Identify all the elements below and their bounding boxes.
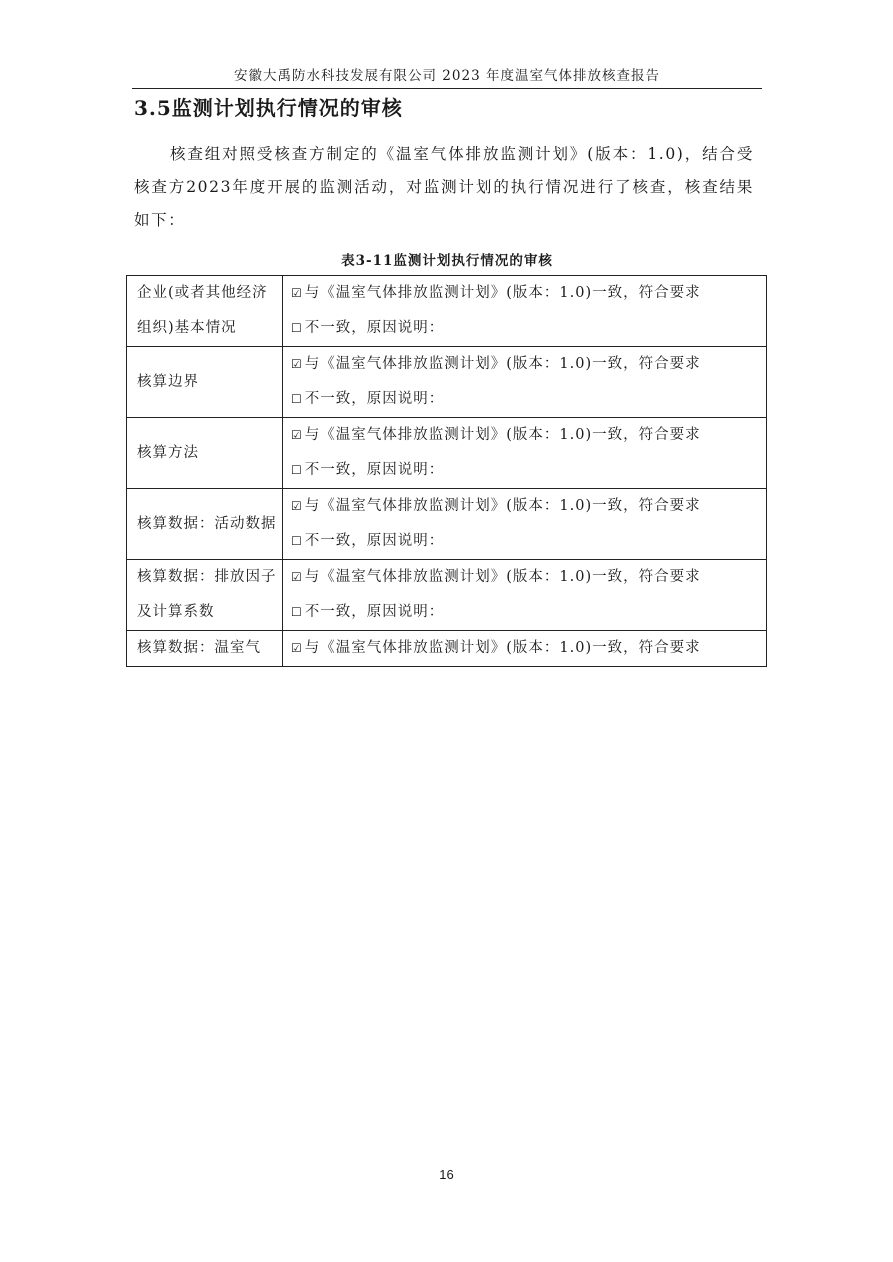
consistent-option: [291, 489, 758, 524]
consistent-option: [291, 418, 758, 453]
review-item-cell: 核算数据：温室气: [127, 631, 283, 667]
checked-box-icon: ☑: [291, 570, 303, 584]
consistent-text: 与《温室气体排放监测计划》(版本：1.0)一致，符合要求: [304, 427, 701, 443]
checked-box-icon: ☑: [291, 499, 303, 513]
checked-box-icon: ☑: [291, 357, 303, 371]
review-item-cell: 核算数据：活动数据: [127, 489, 283, 560]
checked-box-icon: ☑: [291, 286, 303, 300]
empty-box-icon: ☐: [291, 534, 303, 548]
table-row: [127, 489, 767, 560]
empty-box-icon: ☐: [291, 392, 303, 406]
inconsistent-option: [291, 453, 758, 488]
review-item-cell: 核算方法: [127, 418, 283, 489]
inconsistent-text: 不一致，原因说明：: [304, 391, 445, 407]
checked-box-icon: ☑: [291, 641, 303, 655]
empty-box-icon: ☐: [291, 605, 303, 619]
table-row: [127, 631, 767, 667]
consistent-text: 与《温室气体排放监测计划》(版本：1.0)一致，符合要求: [304, 285, 701, 301]
review-item-cell: 核算数据：排放因子及计算系数: [127, 560, 283, 631]
inconsistent-text: 不一致，原因说明：: [304, 320, 445, 336]
consistent-text: 与《温室气体排放监测计划》(版本：1.0)一致，符合要求: [304, 640, 701, 656]
consistent-text: 与《温室气体排放监测计划》(版本：1.0)一致，符合要求: [304, 498, 701, 514]
inconsistent-text: 不一致，原因说明：: [304, 462, 445, 478]
review-table: [126, 275, 767, 667]
body-paragraph: 核查组对照受核查方制定的《温室气体排放监测计划》(版本：1.0)，结合受核查方2023年度开展的监测活动，对监测计划的执行情况进行了核查，核查结果如下：: [134, 145, 754, 229]
table-row: [127, 276, 767, 347]
consistent-text: 与《温室气体排放监测计划》(版本：1.0)一致，符合要求: [304, 356, 701, 372]
empty-box-icon: ☐: [291, 463, 303, 477]
table-caption: 表3-11监测计划执行情况的审核: [341, 253, 553, 269]
page-number: 16: [439, 1167, 454, 1182]
review-result-cell: [283, 276, 767, 347]
inconsistent-option: [291, 595, 758, 630]
review-result-cell: [283, 631, 767, 667]
inconsistent-text: 不一致，原因说明：: [304, 604, 445, 620]
consistent-option: [291, 347, 758, 382]
consistent-option: [291, 560, 758, 595]
review-result-cell: [283, 489, 767, 560]
consistent-option: [291, 276, 758, 311]
review-item-cell: 企业(或者其他经济组织)基本情况: [127, 276, 283, 347]
review-result-cell: [283, 560, 767, 631]
table-row: [127, 560, 767, 631]
inconsistent-option: [291, 524, 758, 559]
consistent-text: 与《温室气体排放监测计划》(版本：1.0)一致，符合要求: [304, 569, 701, 585]
section-title: 3.5监测计划执行情况的审核: [134, 96, 403, 120]
checked-box-icon: ☑: [291, 428, 303, 442]
review-result-cell: [283, 418, 767, 489]
inconsistent-option: [291, 311, 758, 346]
inconsistent-option: [291, 382, 758, 417]
table-row: [127, 347, 767, 418]
consistent-option: [291, 631, 758, 666]
empty-box-icon: ☐: [291, 321, 303, 335]
table-row: [127, 418, 767, 489]
review-result-cell: [283, 347, 767, 418]
inconsistent-text: 不一致，原因说明：: [304, 533, 445, 549]
page-header: 安徽大禹防水科技发展有限公司 2023 年度温室气体排放核查报告: [132, 64, 762, 89]
review-item-cell: 核算边界: [127, 347, 283, 418]
